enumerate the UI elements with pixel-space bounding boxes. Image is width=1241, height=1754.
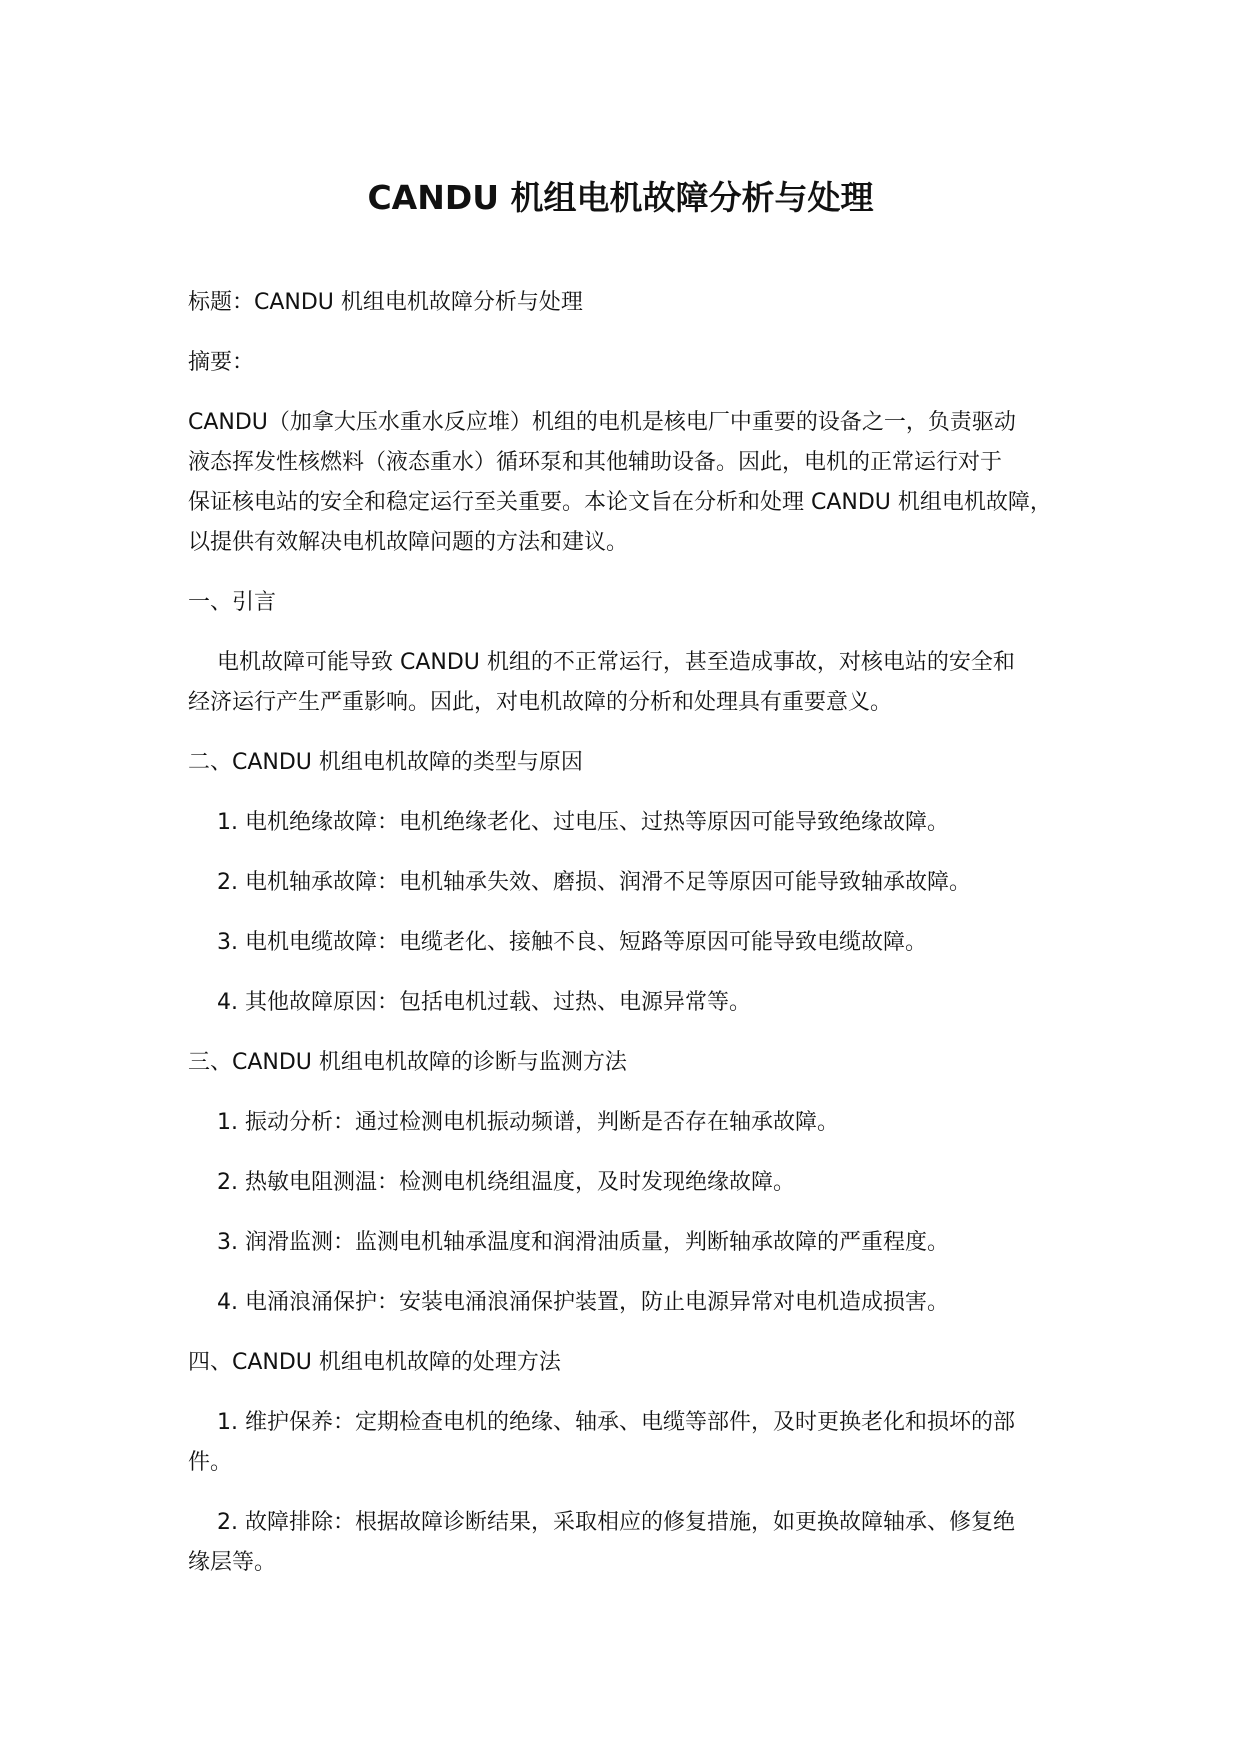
list-item-line: 件。	[188, 1450, 233, 1475]
subject-line: 标题：CANDU 机组电机故障分析与处理	[188, 290, 583, 315]
list-item: 4. 电涌浪涌保护：安装电涌浪涌保护装置，防止电源异常对电机造成损害。	[217, 1290, 949, 1315]
section-heading-diagnosis: 三、CANDU 机组电机故障的诊断与监测方法	[188, 1050, 627, 1075]
list-item: 3. 电机电缆故障：电缆老化、接触不良、短路等原因可能导致电缆故障。	[217, 930, 927, 955]
list-item: 2. 热敏电阻测温：检测电机绕组温度，及时发现绝缘故障。	[217, 1170, 795, 1195]
abstract-line: CANDU（加拿大压水重水反应堆）机组的电机是核电厂中重要的设备之一，负责驱动	[188, 410, 1016, 435]
list-item: 1. 电机绝缘故障：电机绝缘老化、过电压、过热等原因可能导致绝缘故障。	[217, 810, 949, 835]
list-item-line: 缘层等。	[188, 1550, 277, 1575]
intro-line: 电机故障可能导致 CANDU 机组的不正常运行，甚至造成事故，对核电站的安全和	[217, 650, 1015, 675]
list-item: 2. 电机轴承故障：电机轴承失效、磨损、润滑不足等原因可能导致轴承故障。	[217, 870, 971, 895]
list-item-line: 2. 故障排除：根据故障诊断结果，采取相应的修复措施，如更换故障轴承、修复绝	[217, 1510, 1015, 1535]
list-item	[188, 1503, 1088, 1583]
list-item: 1. 振动分析：通过检测电机振动频谱，判断是否存在轴承故障。	[217, 1110, 839, 1135]
abstract-line: 液态挥发性核燃料（液态重水）循环泵和其他辅助设备。因此，电机的正常运行对于	[188, 450, 1003, 475]
abstract-line: 以提供有效解决电机故障问题的方法和建议。	[188, 530, 629, 555]
list-item	[188, 1403, 1088, 1483]
abstract-label: 摘要：	[188, 350, 255, 375]
section-heading-types: 二、CANDU 机组电机故障的类型与原因	[188, 750, 583, 775]
document-title: CANDU 机组电机故障分析与处理	[367, 178, 874, 217]
list-item: 3. 润滑监测：监测电机轴承温度和润滑油质量，判断轴承故障的严重程度。	[217, 1230, 949, 1255]
abstract-line: 保证核电站的安全和稳定运行至关重要。本论文旨在分析和处理 CANDU 机组电机故障，	[188, 490, 1052, 515]
list-item-line: 1. 维护保养：定期检查电机的绝缘、轴承、电缆等部件，及时更换老化和损坏的部	[217, 1410, 1015, 1435]
intro-paragraph	[188, 643, 1088, 723]
document-body	[188, 283, 1088, 1603]
section-heading-intro: 一、引言	[188, 590, 277, 615]
section-heading-handling: 四、CANDU 机组电机故障的处理方法	[188, 1350, 561, 1375]
list-item: 4. 其他故障原因：包括电机过载、过热、电源异常等。	[217, 990, 751, 1015]
abstract-paragraph	[188, 403, 1088, 563]
intro-line: 经济运行产生严重影响。因此，对电机故障的分析和处理具有重要意义。	[188, 690, 893, 715]
